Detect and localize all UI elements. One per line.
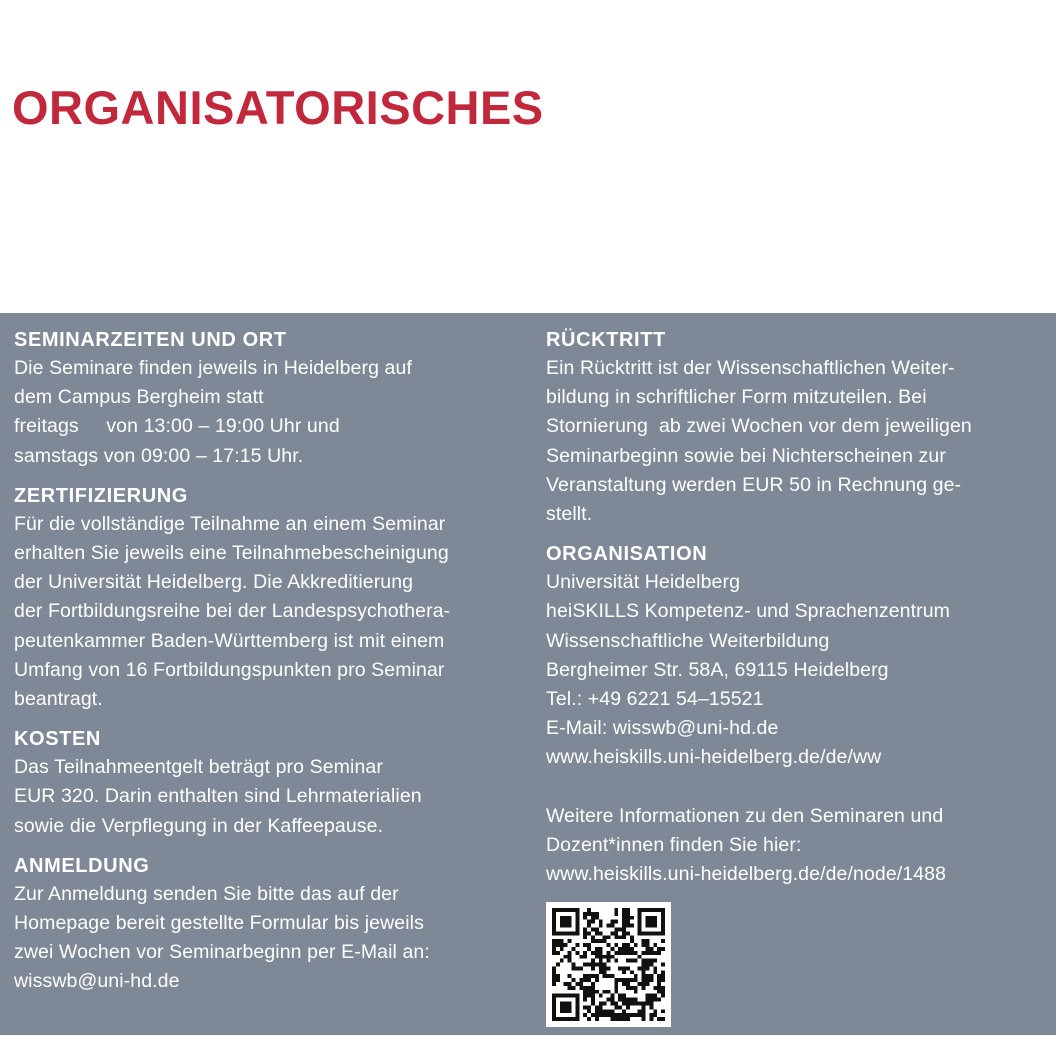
section-heading: ORGANISATION — [546, 543, 708, 566]
section-zertifizierung — [14, 484, 514, 714]
text-line: Dozent*innen finden Sie hier: — [546, 833, 802, 856]
text-line: Bergheimer Str. 58A, 69115 Heidelberg — [546, 658, 889, 681]
text-line: Stornierung ab zwei Wochen vor dem jeweiligen — [546, 415, 972, 438]
text-line: Ein Rücktritt ist der Wissenschaftlichen Weiter- — [546, 357, 955, 379]
text-line: Das Teilnahmeentgelt beträgt pro Seminar — [14, 756, 383, 779]
text-line: der Fortbildungsreihe bei der Landespsychothera- — [14, 600, 451, 623]
text-line: bildung in schriftlicher Form mitzuteilen. Bei — [546, 386, 927, 409]
text-line: Universität Heidelberg — [546, 571, 741, 594]
text-line: Die Seminare finden jeweils in Heidelberg auf — [14, 357, 412, 379]
page-title: ORGANISATORISCHES — [12, 81, 544, 134]
text-line: sowie die Verpflegung in der Kaffeepause. — [14, 814, 384, 837]
text-line: heiSKILLS Kompetenz- und Sprachenzentrum — [546, 600, 950, 623]
text-line: Homepage bereit gestellte Formular bis jeweils — [14, 912, 424, 935]
email-link[interactable]: wisswb@uni-hd.de — [14, 970, 180, 993]
text-line: beantragt. — [14, 688, 103, 711]
text-line: Weitere Informationen zu den Seminaren und — [546, 804, 944, 827]
text-line: peutenkammer Baden-Württemberg ist mit einem — [14, 629, 445, 652]
section-heading: ZERTIFIZIERUNG — [14, 484, 188, 507]
text-line: EUR 320. Darin enthalten sind Lehrmaterialien — [14, 785, 422, 808]
section-seminarzeiten — [14, 328, 514, 471]
text-line: freitags von 13:00 – 19:00 Uhr und — [14, 415, 340, 438]
section-heading: SEMINARZEITEN UND ORT — [14, 329, 287, 351]
text-line: der Universität Heidelberg. Die Akkreditierung — [14, 571, 414, 594]
text-line: Tel.: +49 6221 54–15521 — [546, 688, 764, 711]
text-line: samstags von 09:00 – 17:15 Uhr. — [14, 444, 304, 467]
text-line: Veranstaltung werden EUR 50 in Rechnung ge- — [546, 473, 962, 496]
section-kosten — [14, 727, 514, 841]
text-line: erhalten Sie jeweils eine Teilnahmebescheinigung — [14, 542, 449, 565]
text-line: stellt. — [546, 503, 593, 526]
text-line: Zur Anmeldung senden Sie bitte das auf der — [14, 882, 399, 905]
spacer — [546, 773, 1046, 802]
text-line: Seminarbeginn sowie bei Nichterscheinen zur — [546, 444, 946, 467]
right-column — [546, 328, 1046, 902]
text-line: Umfang von 16 Fortbildungspunkten pro Seminar — [14, 658, 445, 681]
section-organisation — [546, 542, 1046, 889]
text-line: dem Campus Bergheim statt — [14, 386, 264, 409]
section-heading: KOSTEN — [14, 728, 101, 751]
section-ruecktritt — [546, 328, 1046, 529]
qr-code-graphic — [552, 908, 665, 1021]
text-line: zwei Wochen vor Seminarbeginn per E-Mail an: — [14, 941, 430, 964]
section-anmeldung — [14, 854, 514, 997]
email-link[interactable]: E-Mail: wisswb@uni-hd.de — [546, 717, 779, 740]
info-panel — [0, 313, 1056, 1035]
website-link[interactable]: www.heiskills.uni-heidelberg.de/de/node/1488 — [546, 863, 947, 886]
section-heading: RÜCKTRITT — [546, 329, 666, 351]
text-line: Wissenschaftliche Weiterbildung — [546, 629, 830, 652]
section-heading: ANMELDUNG — [14, 854, 150, 877]
website-link[interactable]: www.heiskills.uni-heidelberg.de/de/ww — [546, 746, 882, 769]
text-line: Für die vollständige Teilnahme an einem Seminar — [14, 512, 446, 535]
left-column — [14, 328, 514, 1010]
qr-code-icon[interactable] — [546, 902, 671, 1027]
qr-modules — [552, 908, 665, 1021]
